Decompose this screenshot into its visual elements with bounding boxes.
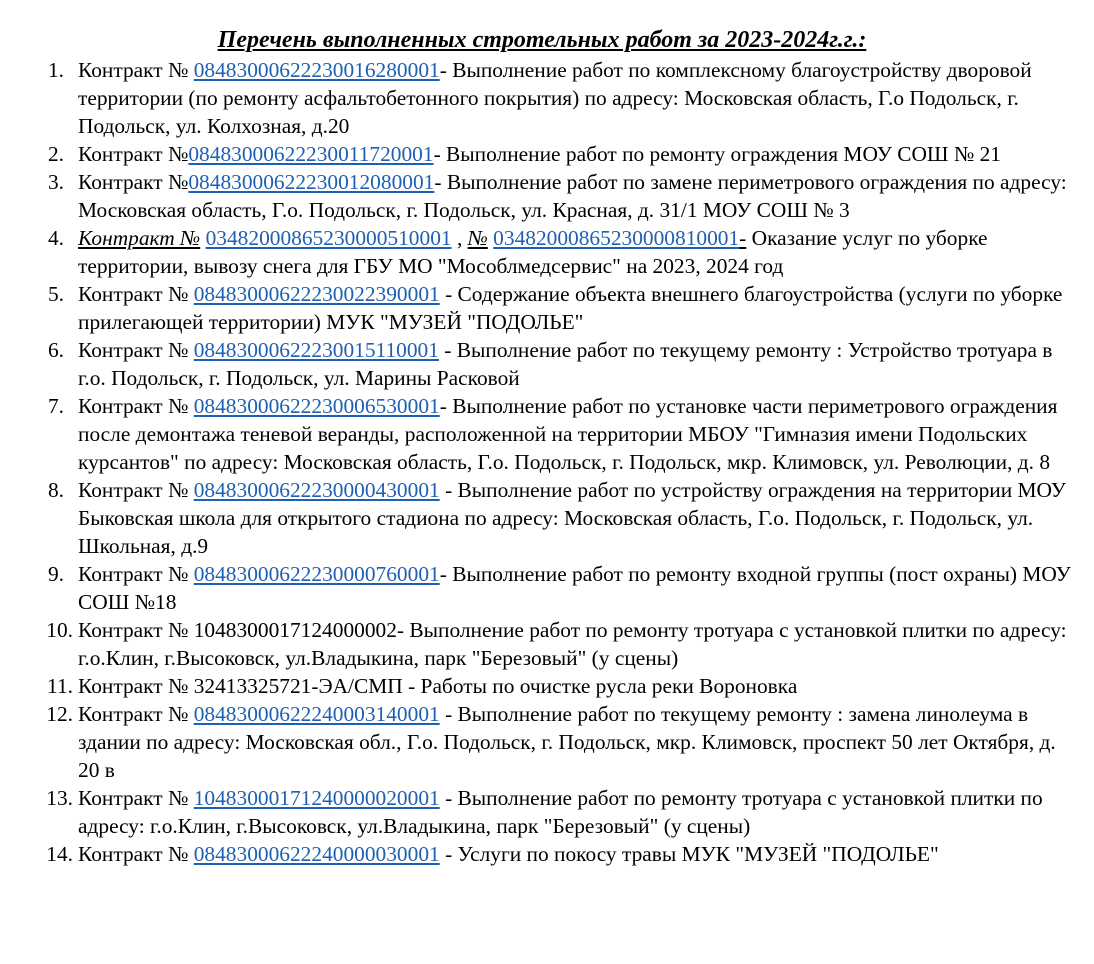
contract-link[interactable]: 08483000622230012080001 [188, 170, 435, 194]
list-item [0, 840, 1094, 868]
list-item [0, 560, 1094, 616]
contract-text: Контракт № 32413325721-ЭА/СМП - Работы по очистке русла реки Вороновка [78, 674, 798, 698]
contract-link[interactable]: 08483000622240000030001 [193, 842, 440, 866]
item-number: 2. [47, 142, 64, 166]
document-title: Перечень выполненных стротельных работ за 2023-2024г.г.: [217, 27, 867, 53]
item-number: 10. [46, 618, 73, 642]
list-item [0, 700, 1094, 784]
contract-description: - Выполнение работ по ремонту тротуара с установкой плитки по адресу: г.о.Клин, г.Высоковск, ул.Владыкина, парк "Березовый" (у сцены) [78, 786, 1043, 838]
contract-prefix: Контракт № [78, 702, 194, 726]
contract-description: - Выполнение работ по устройству ограждения на территории МОУ Быковская школа для открытого стадиона по адресу: Московская область, Г.о. Подольск, г. Подольск, ул. Школьная, д.9 [78, 478, 1066, 558]
contract-description: - Содержание объекта внешнего благоустройства (услуги по уборке прилегающей территории) МУК "МУЗЕЙ "ПОДОЛЬЕ" [78, 282, 1063, 334]
contract-link[interactable]: 03482000865230000510001 [205, 226, 452, 250]
contract-dash: - [739, 226, 747, 250]
list-item [0, 336, 1094, 392]
list-item [0, 168, 1094, 224]
contract-link-2[interactable]: 03482000865230000810001 [493, 226, 740, 250]
contract-description: Оказание услуг по уборке территории, вывозу снега для ГБУ МО "Мособлмедсервис" на 2023, 2024 год [78, 226, 988, 278]
contract-prefix: Контракт № [78, 478, 194, 502]
item-number: 11. [47, 674, 73, 698]
list-item [0, 280, 1094, 336]
list-item [0, 672, 1094, 700]
list-item [0, 224, 1094, 280]
item-number: 4. [47, 226, 64, 250]
contract-prefix: Контракт № [78, 786, 194, 810]
contract-link[interactable]: 08483000622230016280001 [193, 58, 440, 82]
item-number: 5. [47, 282, 64, 306]
contract-prefix: Контракт № [78, 282, 194, 306]
item-number: 8. [47, 478, 64, 502]
contract-description: - Выполнение работ по установке части периметрового ограждения после демонтажа теневой веранды, расположенной на территории МБОУ "Гимназия имени Подольских курсантов" по адресу: Московская область, Г.о. Подольск, г. Подольск, мкр. Климовск, ул. Революции, д. 8 [78, 394, 1058, 474]
item-number: 1. [47, 58, 64, 82]
contract-link[interactable]: 08483000622230015110001 [193, 338, 439, 362]
list-item [0, 392, 1094, 476]
contract-list [0, 56, 1094, 868]
contract-link[interactable]: 08483000622240003140001 [193, 702, 440, 726]
list-item [0, 56, 1094, 140]
list-item [0, 476, 1094, 560]
contract-link[interactable]: 08483000622230022390001 [193, 282, 440, 306]
contract-prefix: Контракт № [78, 58, 194, 82]
item-number: 13. [46, 786, 73, 810]
contract-link[interactable]: 08483000622230000760001 [193, 562, 440, 586]
list-item [0, 784, 1094, 840]
item-number: 14. [46, 842, 73, 866]
contract-description: - Выполнение работ по замене периметрового ограждения по адресу: Московская область, Г.о. Подольск, г. Подольск, ул. Красная, д. 31/1 МОУ СОШ № 3 [78, 170, 1067, 222]
item-number: 7. [47, 394, 64, 418]
contract-prefix: Контракт № [78, 338, 194, 362]
list-item [0, 616, 1094, 672]
contract-prefix: Контракт № [78, 842, 194, 866]
contract-description: - Выполнение работ по ремонту ограждения МОУ СОШ № 21 [433, 142, 1001, 166]
contract-prefix: Контракт № [78, 394, 194, 418]
contract-separator: , [451, 226, 468, 250]
contract-link[interactable]: 08483000622230011720001 [188, 142, 434, 166]
item-number: 3. [47, 170, 64, 194]
list-item [0, 140, 1094, 168]
contract-link[interactable]: 08483000622230006530001 [193, 394, 440, 418]
contract-description: - Услуги по покосу травы МУК "МУЗЕЙ "ПОДОЛЬЕ" [439, 842, 939, 866]
contract-prefix: Контракт № [78, 170, 189, 194]
contract-description: - Выполнение работ по текущему ремонту : замена линолеума в здании по адресу: Московская обл., Г.о. Подольск, г. Подольск, мкр. Климовск, проспект 50 лет Октября, д. 20 в [78, 702, 1056, 782]
item-number: 9. [47, 562, 64, 586]
contract-link[interactable]: 10483000171240000020001 [193, 786, 440, 810]
contract-prefix: Контракт № [78, 562, 194, 586]
contract-prefix-2: № [467, 226, 488, 250]
contract-prefix: Контракт № [78, 142, 189, 166]
item-number: 12. [46, 702, 73, 726]
contract-link[interactable]: 08483000622230000430001 [193, 478, 440, 502]
item-number: 6. [47, 338, 64, 362]
contract-prefix: Контракт № [78, 226, 201, 250]
contract-description: - Выполнение работ по текущему ремонту : Устройство тротуара в г.о. Подольск, г. Подольск, ул. Марины Расковой [78, 338, 1053, 390]
contract-text: Контракт № 1048300017124000002- Выполнение работ по ремонту тротуара с установкой плитки по адресу: г.о.Клин, г.Высоковск, ул.Владыкина, парк "Березовый" (у сцены) [78, 618, 1067, 670]
contract-description: - Выполнение работ по комплексному благоустройству дворовой территории (по ремонту асфальтобетонного покрытия) по адресу: Московская область, Г.о Подольск, г. Подольск, ул. Колхозная, д.20 [78, 58, 1032, 138]
contract-description: - Выполнение работ по ремонту входной группы (пост охраны) МОУ СОШ №18 [78, 562, 1071, 614]
